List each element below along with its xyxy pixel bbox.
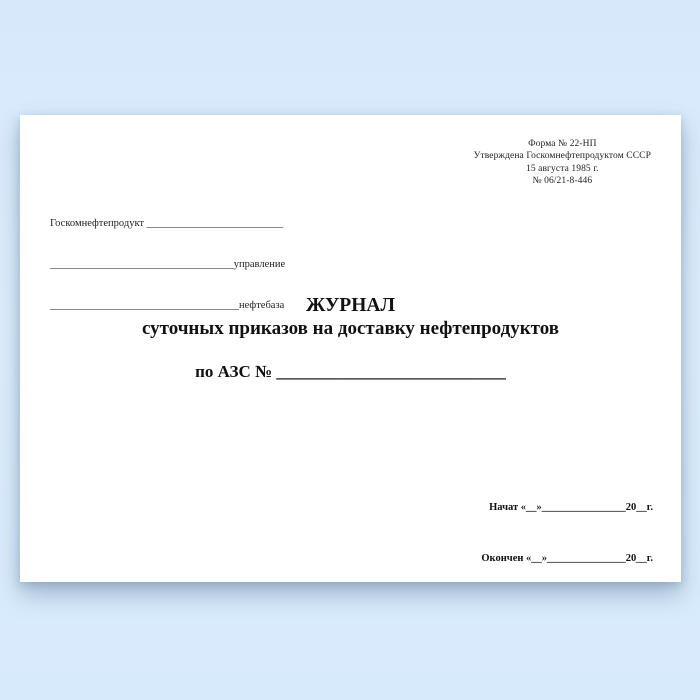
date-finished-line: Окончен «__»_______________20__г.: [481, 553, 653, 564]
form-number: Форма № 22-НП: [528, 139, 597, 149]
org-line-goskomnefteprodukt: Госкомнефтепродукт __________________________: [50, 217, 284, 229]
journal-title-block: [20, 294, 681, 340]
org-line-neftebaza: ____________________________________нефтебаза: [50, 300, 285, 312]
date-started-line: Начат «__»________________20__г.: [489, 502, 653, 513]
org-line-upravlenie: ___________________________________управление: [50, 258, 286, 270]
form-approved-by: Утверждена Госкомнефтепродуктом СССР: [473, 151, 651, 162]
journal-cover-page: [20, 115, 681, 582]
form-document-number: № 06/21-8-446: [532, 175, 593, 186]
azs-number-line: по АЗС № ___________________________: [195, 362, 506, 381]
form-approval-date: 15 августа 1985 г.: [525, 163, 599, 174]
journal-title-subtitle: суточных приказов на доставку нефтепродуктов: [141, 318, 560, 339]
form-approval-block: [474, 138, 651, 187]
dates-block: [481, 473, 653, 594]
journal-title-main: ЖУРНАЛ: [305, 295, 395, 316]
